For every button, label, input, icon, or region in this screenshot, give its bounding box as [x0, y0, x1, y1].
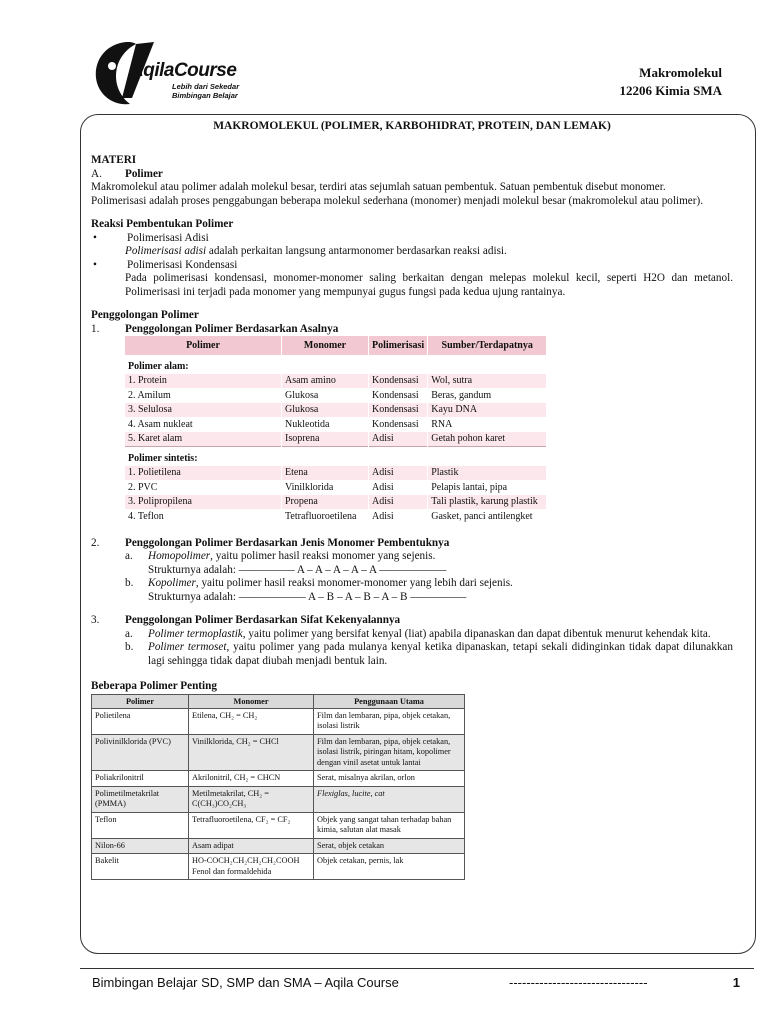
header-subject [619, 64, 722, 100]
asal-table: Polimer Monomer Polimerisasi Sumber/Terdapatnya Polimer alam: 1. Protein Asam amino Kondensasi Wol, sutra 2. Amilum Glukosa Kondensasi Beras, gandum 3. Selulosa Glukosa Kondensasi Kayu DNA 4. Asam nukleat Nukleotida Kondensasi RNA 5. Karet alam Isoprena Adisi Getah pohon karet Polimer sintetis: 1. Polietilena Etena Adisi Plastik 2. PVC Vinilklorida Adisi Pelapis lantai, pipa 3. Polipropilena Propena Adisi Tali plastik, karung plastik 4. Teflon Tetrafluoroetilena Adisi Gasket, panci antilengket [125, 336, 547, 524]
table-cell: Asam adipat [189, 838, 314, 854]
table-cell: Pelapis lantai, pipa [428, 480, 547, 495]
adisi-desc: Polimerisasi adisi adalah perkaitan langsung antarmonomer berdasarkan reaksi adisi. [125, 245, 507, 257]
table-cell: Metilmetakrilat, CH₂ = C(CH₃)CO₂CH₃ [189, 786, 314, 812]
table-row [125, 495, 547, 510]
table-cell: Nukleotida [282, 417, 369, 432]
table-cell: Flexiglas, lucite, cat [314, 786, 465, 812]
table-cell: Gasket, panci antilengket [428, 509, 547, 524]
table-group-row: Polimer alam: [125, 355, 547, 374]
page-title: MAKROMOLEKUL (POLIMER, KARBOHIDRAT, PROTEIN, DAN LEMAK) [213, 120, 611, 132]
list-item: • Polimerisasi Kondensasi [93, 258, 238, 271]
table-cell: Adisi [369, 466, 428, 481]
table-cell: Wol, sutra [428, 374, 547, 389]
table-cell: Kondensasi [369, 388, 428, 403]
subject-code: 12206 Kimia SMA [619, 83, 722, 98]
logo [92, 38, 242, 110]
table-cell: Adisi [369, 495, 428, 510]
penggolongan-heading: Penggolongan Polimer [91, 309, 199, 321]
table-cell: Etena [282, 466, 369, 481]
page-number: 1 [732, 975, 740, 990]
table-cell: Vinilklorida [282, 480, 369, 495]
table-cell: Adisi [369, 432, 428, 447]
table-cell: Kondensasi [369, 417, 428, 432]
table-group-row: Polimer sintetis: [125, 447, 547, 466]
table-row [125, 417, 547, 432]
table-cell: Nilon-66 [92, 838, 189, 854]
table-cell: Adisi [369, 480, 428, 495]
materi-heading: MATERI [91, 154, 137, 166]
table-row [125, 403, 547, 418]
list-item: a. Homopolimer, yaitu polimer hasil reaksi monomer yang sejenis. [125, 550, 436, 562]
table-cell: Getah pohon karet [428, 432, 547, 447]
table-row [92, 854, 465, 880]
table-row [92, 708, 465, 734]
table-row [125, 388, 547, 403]
table-cell: 2. PVC [125, 480, 282, 495]
table-cell: Adisi [369, 509, 428, 524]
paragraph-definition: Makromolekul atau polimer adalah molekul besar, terdiri atas sejumlah satuan pembentuk. Satuan pembentuk disebut monomer. [91, 181, 666, 193]
list-item: • Polimerisasi Adisi [93, 231, 209, 244]
table-cell: Tetrafluoroetilena [282, 509, 369, 524]
subheading-jenis: 2. Penggolongan Polimer Berdasarkan Jenis Monomer Pembentuknya [91, 536, 450, 549]
penting-heading: Beberapa Polimer Penting [91, 680, 217, 692]
table-cell: Glukosa [282, 403, 369, 418]
table-row [125, 509, 547, 524]
table-row [92, 838, 465, 854]
table-cell: Bakelit [92, 854, 189, 880]
table-cell: Objek cetakan, pernis, lak [314, 854, 465, 880]
table-cell: 4. Asam nukleat [125, 417, 282, 432]
table-cell: 2. Amilum [125, 388, 282, 403]
table-cell: Polietilena [92, 708, 189, 734]
table-cell: Poliakrilonitril [92, 771, 189, 787]
table-cell: Tali plastik, karung plastik [428, 495, 547, 510]
table-cell: HO-COCH₂CH₂CH₂CH₂COOH Fenol dan formaldehida [189, 854, 314, 880]
list-item: b. Kopolimer, yaitu polimer hasil reaksi monomer-monomer yang lebih dari sejenis. [125, 577, 513, 589]
footer-divider [80, 968, 754, 969]
table-cell: Etilena, CH₂ = CH₂ [189, 708, 314, 734]
table-cell: Kondensasi [369, 403, 428, 418]
table-row [92, 771, 465, 787]
table-cell: 5. Karet alam [125, 432, 282, 447]
reaksi-heading: Reaksi Pembentukan Polimer [91, 218, 234, 230]
section-a-heading: A. Polimer [91, 167, 163, 180]
table-cell: Akrilonitril, CH₂ = CHCN [189, 771, 314, 787]
list-item: a. Polimer termoplastik, yaitu polimer yang bersifat kenyal (liat) apabila dipanaskan dan dapat dibentuk menurut kehendak kita. [125, 627, 711, 640]
table-row [125, 466, 547, 481]
table-cell: Tetrafluoroetilena, CF₂ = CF₂ [189, 812, 314, 838]
table-cell: Film dan lembaran, pipa, objek cetakan, isolasi listrik, piringan hitam, kopolimer dengan vinil asetat untuk lantai [314, 734, 465, 771]
logo-tagline: Lebih dari Sekedar Bimbingan Belajar [172, 82, 240, 100]
table-cell: Polimetilmetakrilat (PMMA) [92, 786, 189, 812]
table-cell: Objek yang sangat tahan terhadap bahan kimia, salutan alat masak [314, 812, 465, 838]
table-cell: RNA [428, 417, 547, 432]
table-row [92, 812, 465, 838]
table-row [92, 734, 465, 771]
table-cell: Serat, objek cetakan [314, 838, 465, 854]
table-cell: 3. Polipropilena [125, 495, 282, 510]
table-cell: 1. Protein [125, 374, 282, 389]
kondensasi-desc: Pada polimerisasi kondensasi, monomer-monomer saling berkaitan dengan melepas molekul kecil, seperti H2O dan metanol. Polimerisasi ini terjadi pada monomer yang mempunyai gugus fungsi pada kedua ujung rantainya. [125, 272, 733, 298]
table-cell: Vinilklorida, CH₂ = CHCl [189, 734, 314, 771]
footer-text: Bimbingan Belajar SD, SMP dan SMA – Aqila Course [92, 975, 399, 990]
table-row [92, 786, 465, 812]
table-cell: Teflon [92, 812, 189, 838]
table-cell: Beras, gandum [428, 388, 547, 403]
table-cell: 1. Polietilena [125, 466, 282, 481]
table-cell: Film dan lembaran, pipa, objek cetakan, isolasi listrik [314, 708, 465, 734]
table-cell: Polivinilklorida (PVC) [92, 734, 189, 771]
table-cell: 3. Selulosa [125, 403, 282, 418]
list-item: b. Polimer termoset, yaitu polimer yang pada mulanya kenyal ketika dipanaskan, tetapi sekali didinginkan tidak dapat dilunakkan lagi sehingga tidak dapat diubah menjadi bentuk lain. [125, 641, 733, 667]
table-row [125, 480, 547, 495]
struct-homopolimer: Strukturnya adalah: ————— A – A – A – A – A —————— [148, 563, 447, 576]
table-cell: Asam amino [282, 374, 369, 389]
footer-dashes: -------------------------------- [509, 975, 648, 990]
subject-title: Makromolekul [639, 65, 722, 80]
table-cell: 4. Teflon [125, 509, 282, 524]
table-cell: Kayu DNA [428, 403, 547, 418]
struct-kopolimer: Strukturnya adalah: —————— A – B – A – B – A – B ————— [148, 590, 467, 603]
table-cell: Serat, misalnya akrilan, orlon [314, 771, 465, 787]
penting-table: Polimer Monomer Penggunaan Utama Polietilena Etilena, CH₂ = CH₂ Film dan lembaran, pipa, objek cetakan, isolasi listrik Polivinilklorida (PVC) Vinilklorida, CH₂ = CHCl Film dan lembaran, pipa, objek cetakan, isolasi listrik, piringan hitam, kopolimer dengan vinil asetat untuk lantai Poliakrilonitril Akrilonitril, CH₂ = CHCN Serat, misalnya akrilan, orlon Polimetilmetakrilat (PMMA) Metilmetakrilat, CH₂ = C(CH₃)CO₂CH₃ Flexiglas, lucite, cat Teflon Tetrafluoroetilena, CF₂ = CF₂ Objek yang sangat tahan terhadap bahan kimia, salutan alat masak Nilon-66 Asam adipat Serat, objek cetakan Bakelit HO-COCH₂CH₂CH₂CH₂COOH Fenol dan formaldehida Objek cetakan, pernis, lak [91, 694, 465, 881]
subheading-asal: 1. Penggolongan Polimer Berdasarkan Asalnya [91, 322, 339, 335]
table-cell: Plastik [428, 466, 547, 481]
table-cell: Propena [282, 495, 369, 510]
paragraph-polimerisasi: Polimerisasi adalah proses penggabungan beberapa molekul sederhana (monomer) menjadi molekul besar (makromolekul atau polimer). [91, 194, 704, 207]
table-cell: Kondensasi [369, 374, 428, 389]
subheading-sifat: 3. Penggolongan Polimer Berdasarkan Sifat Kekenyalannya [91, 614, 401, 626]
table-cell: Isoprena [282, 432, 369, 447]
table-cell: Glukosa [282, 388, 369, 403]
logo-brand: AqilaCourse [130, 60, 237, 81]
table-row [125, 432, 547, 447]
table-row [125, 374, 547, 389]
content [91, 120, 733, 880]
